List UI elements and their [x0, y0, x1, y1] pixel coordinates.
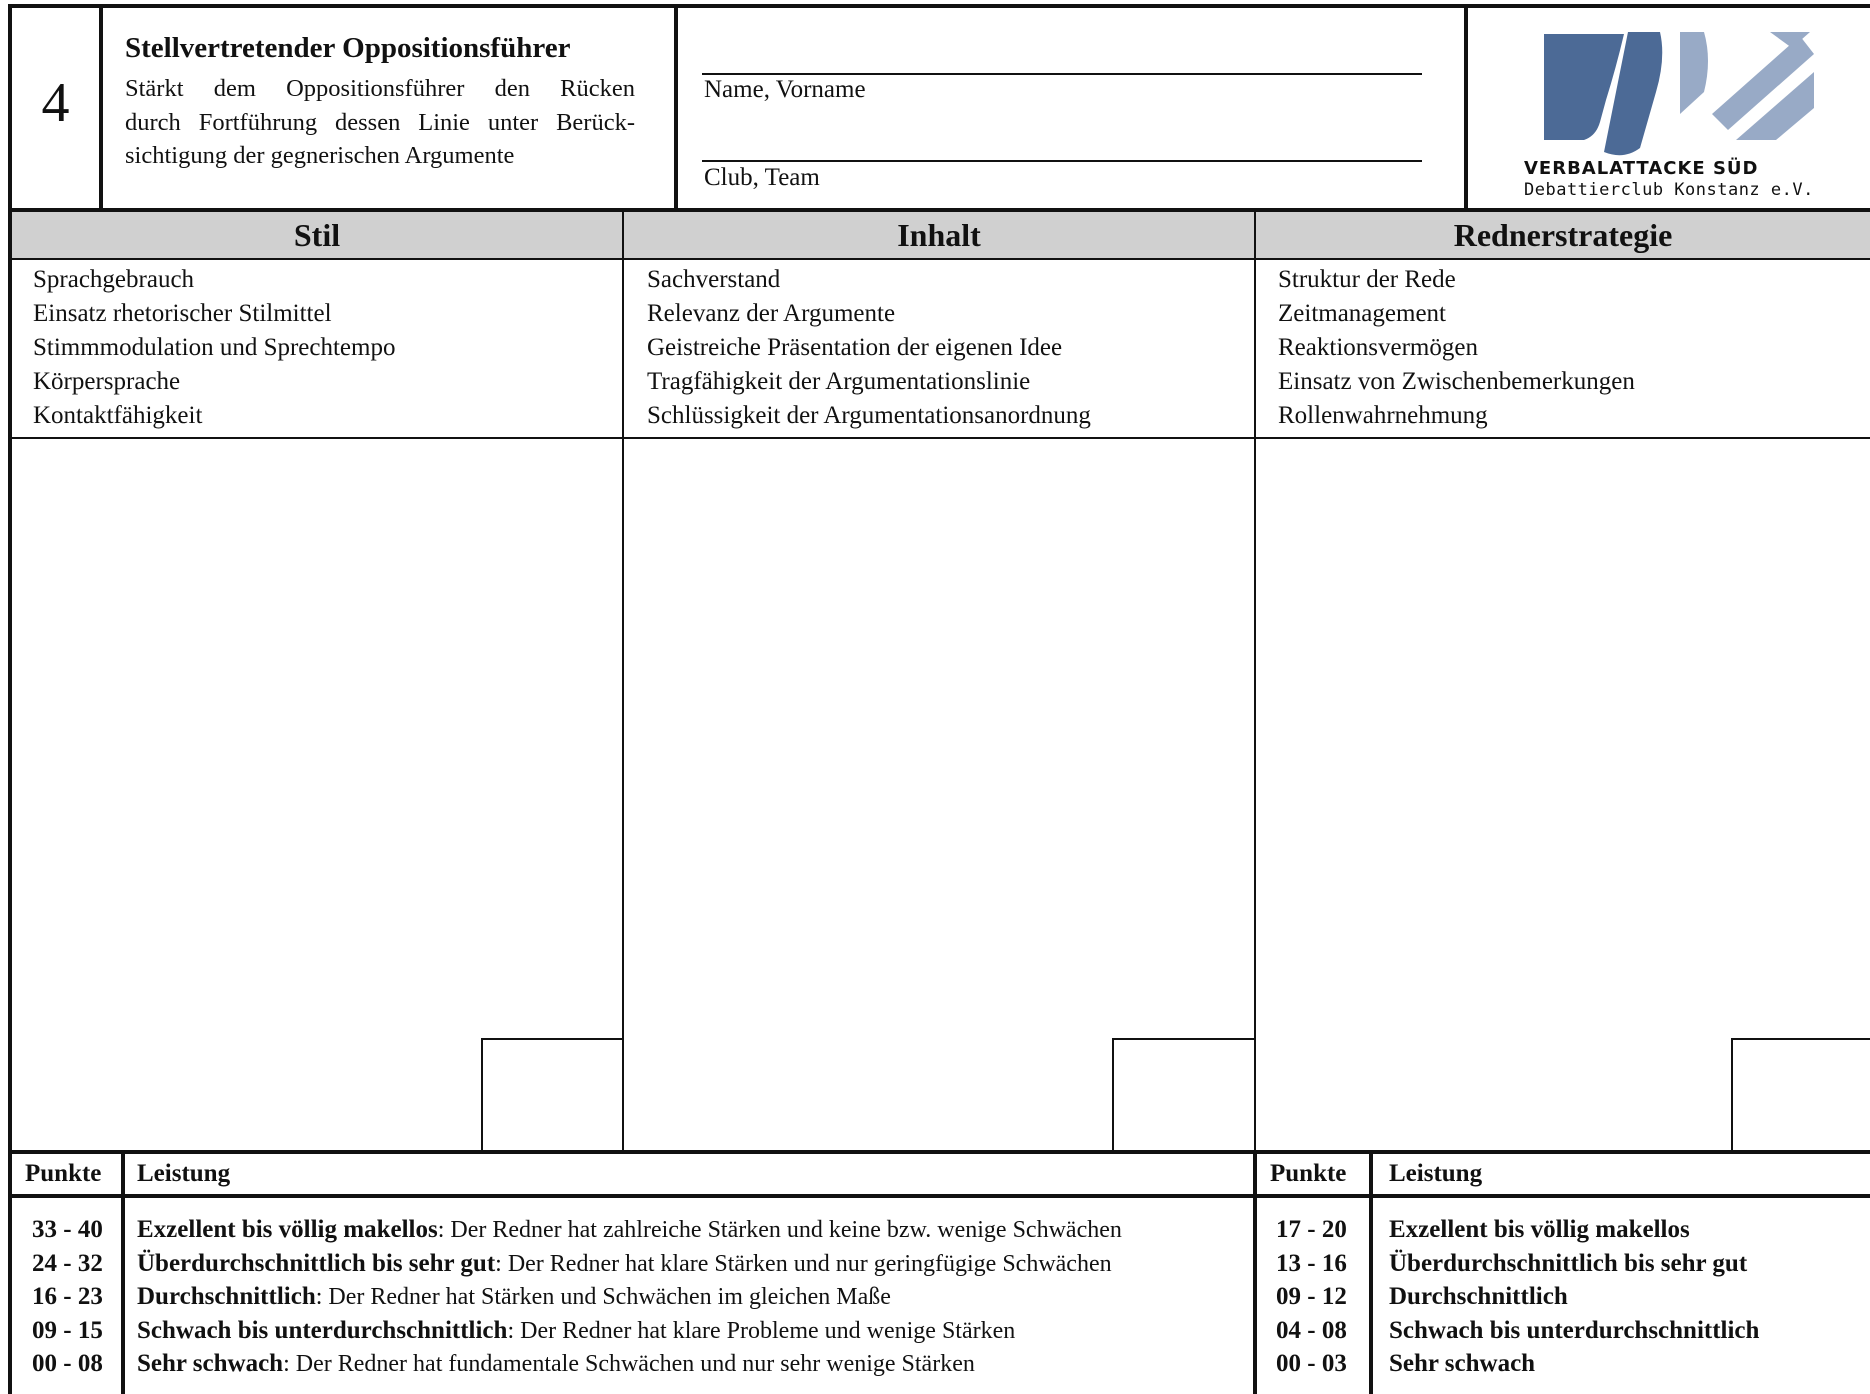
score-level-description: : Der Redner hat zahlreiche Stärken und keine bzw. wenige Schwächen	[437, 1217, 1122, 1243]
criterion-item: Einsatz rhetorischer Stilmittel	[33, 300, 332, 327]
criterion-item: Stimmmodulation und Sprechtempo	[33, 334, 396, 361]
score-description-row	[137, 1347, 975, 1382]
speaker-number: 4	[41, 72, 70, 134]
score-range: 24 - 32	[32, 1249, 103, 1277]
scoring-right-points-divider	[1369, 1150, 1373, 1394]
score-level-description: : Der Redner hat klare Stärken und nur geringfügige Schwächen	[495, 1250, 1112, 1277]
criterion-item: Struktur der Rede	[1278, 266, 1456, 293]
club-input-line[interactable]	[702, 160, 1422, 162]
scoring-right-header-performance: Leistung	[1389, 1160, 1483, 1187]
score-range: 09 - 12	[1276, 1283, 1347, 1310]
score-range: 17 - 20	[1276, 1216, 1347, 1243]
score-level-label: Durchschnittlich	[1389, 1283, 1568, 1310]
criteria-list-stil	[33, 263, 395, 433]
criterion-item: Reaktionsvermögen	[1278, 334, 1478, 361]
score-range: 04 - 08	[1276, 1316, 1347, 1344]
criterion-item: Geistreiche Präsentation der eigenen Idee	[647, 334, 1063, 361]
score-level-label: Schwach bis unterdurchschnittlich	[1389, 1316, 1760, 1344]
score-description-row	[137, 1280, 891, 1315]
score-level-label: Sehr schwach	[137, 1350, 284, 1377]
scoring-left-header-performance: Leistung	[137, 1160, 231, 1187]
score-level-label: Exzellent bis völlig makellos	[137, 1216, 438, 1243]
verbalattacke-vs-logo-icon	[1500, 18, 1840, 158]
criteria-list-inhalt	[647, 263, 1091, 433]
scoring-left-points-divider	[121, 1150, 125, 1394]
role-description-line: Stärkt dem Oppositionsführer den Rücken	[125, 75, 635, 102]
score-level-label: Überdurchschnittlich bis sehr gut	[1389, 1249, 1748, 1277]
name-input-line[interactable]	[702, 73, 1422, 75]
criterion-item: Relevanz der Argumente	[647, 300, 896, 327]
role-description-line: sichtigung der gegnerischen Argumente	[125, 142, 515, 169]
scoring-right-header-points: Punkte	[1270, 1160, 1347, 1187]
category-title-inhalt: Inhalt	[897, 217, 981, 253]
role-description	[125, 72, 635, 173]
score-level-label: Schwach bis unterdurchschnittlich	[137, 1316, 508, 1344]
header-top-border	[8, 4, 1870, 8]
criterion-item: Rollenwahrnehmung	[1278, 402, 1488, 429]
criterion-item: Zeitmanagement	[1278, 300, 1446, 327]
score-level-label: Überdurchschnittlich bis sehr gut	[137, 1249, 496, 1277]
criterion-item: Kontaktfähigkeit	[33, 402, 203, 429]
scoring-left-header-points: Punkte	[25, 1160, 102, 1187]
club-field-label: Club, Team	[704, 164, 820, 191]
scoring-tables-divider	[1253, 1150, 1257, 1394]
score-range: 16 - 23	[32, 1283, 103, 1310]
score-box-stil[interactable]	[481, 1038, 623, 1152]
criteria-list-rednerstrategie	[1278, 263, 1635, 433]
header-divider-logo	[1464, 4, 1468, 212]
score-level-label: Exzellent bis völlig makellos	[1389, 1216, 1690, 1243]
criterion-item: Sprachgebrauch	[33, 266, 195, 293]
role-description-line: durch Fortführung dessen Linie unter Berück-	[125, 108, 635, 136]
score-level-description: : Der Redner hat klare Probleme und wenige Stärken	[507, 1317, 1016, 1344]
category-bar-bottom-border	[8, 258, 1870, 260]
role-title: Stellvertretender Oppositionsführer	[125, 32, 571, 64]
score-description-row	[137, 1247, 1112, 1282]
logo-subtitle: Debattierclub Konstanz e.V.	[1524, 180, 1814, 200]
criterion-item: Sachverstand	[647, 266, 781, 293]
header-divider-number	[99, 4, 103, 212]
scoring-top-border	[8, 1150, 1870, 1154]
scoring-header-bottom-border	[8, 1194, 1870, 1198]
score-range: 33 - 40	[32, 1216, 103, 1243]
score-range: 13 - 16	[1276, 1249, 1347, 1277]
score-level-label: Durchschnittlich	[137, 1283, 316, 1310]
score-box-inhalt[interactable]	[1112, 1038, 1255, 1152]
score-range: 09 - 15	[32, 1316, 103, 1344]
score-description-row	[137, 1314, 1015, 1349]
score-level-description: : Der Redner hat Stärken und Schwächen im gleichen Maße	[315, 1284, 891, 1310]
score-level-description: : Der Redner hat fundamentale Schwächen und nur sehr wenige Stärken	[283, 1351, 975, 1377]
criterion-item: Einsatz von Zwischenbemerkungen	[1278, 368, 1635, 395]
score-range: 00 - 03	[1276, 1350, 1347, 1377]
category-title-rednerstrategie: Rednerstrategie	[1453, 217, 1673, 253]
name-field-label: Name, Vorname	[704, 76, 866, 103]
header-divider-role	[674, 4, 678, 212]
scoring-left-outer-border	[8, 1150, 12, 1394]
score-range: 00 - 08	[32, 1350, 103, 1377]
logo-title: VERBALATTACKE SÜD	[1524, 158, 1759, 179]
criterion-item: Körpersprache	[33, 368, 181, 395]
criterion-item: Schlüssigkeit der Argumentationsanordnung	[647, 402, 1091, 429]
score-description-row	[137, 1213, 1122, 1248]
criterion-item: Tragfähigkeit der Argumentationslinie	[647, 368, 1031, 395]
score-level-label: Sehr schwach	[1389, 1350, 1536, 1377]
category-title-stil: Stil	[293, 217, 341, 253]
club-logo	[1500, 18, 1840, 208]
score-box-rednerstrategie[interactable]	[1731, 1038, 1870, 1152]
